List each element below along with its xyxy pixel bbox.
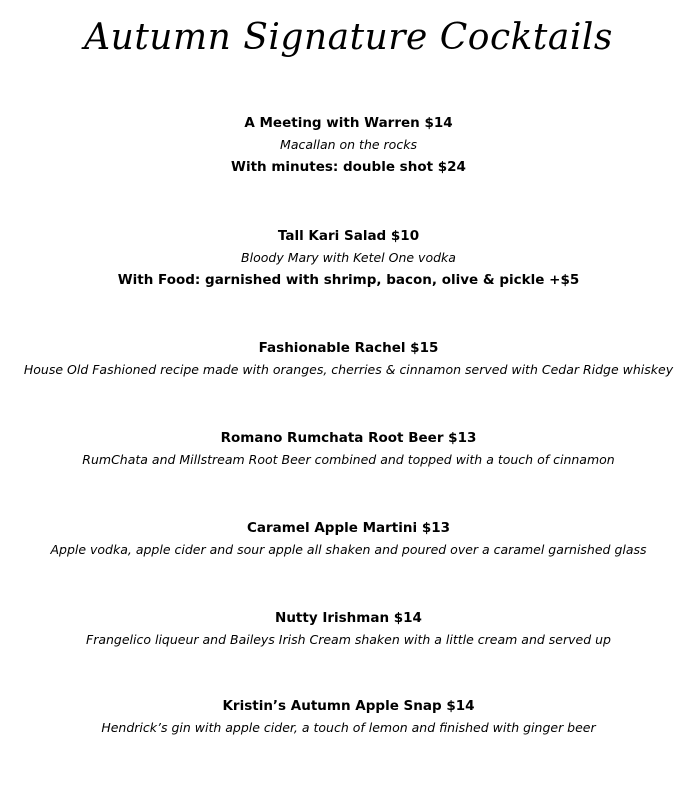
item-option: With minutes: double shot $24 [231,159,466,175]
menu-item-caramel-apple-martini [0,517,697,561]
item-name: Fashionable Rachel $15 [258,340,439,356]
item-description: Apple vodka, apple cider and sour apple all shaken and poured over a caramel garnished glass [50,542,647,557]
item-name: A Meeting with Warren $14 [244,115,453,131]
menu-item-romano-rumchata-root-beer [0,427,697,471]
menu-title: Autumn Signature Cocktails [84,17,613,58]
item-option: With Food: garnished with shrimp, bacon, olive & pickle +$5 [117,272,580,288]
item-name: Caramel Apple Martini $13 [247,520,450,536]
item-description: Bloody Mary with Ketel One vodka [241,250,456,265]
item-description: Hendrick’s gin with apple cider, a touch of lemon and finished with ginger beer [101,720,596,735]
menu-item-meeting-with-warren [0,112,697,178]
item-name: Tall Kari Salad $10 [277,228,420,244]
item-description: Macallan on the rocks [280,137,417,152]
item-description: RumChata and Millstream Root Beer combined and topped with a touch of cinnamon [82,452,615,467]
item-name: Nutty Irishman $14 [275,610,422,626]
menu-item-tall-kari-salad [0,225,697,291]
menu-item-fashionable-rachel [0,337,697,381]
menu-item-kristins-autumn-apple-snap [0,695,697,739]
item-description: House Old Fashioned recipe made with oranges, cherries & cinnamon served with Cedar Ridge whiskey [23,362,674,377]
item-description: Frangelico liqueur and Baileys Irish Cream shaken with a little cream and served up [86,632,611,647]
menu-item-nutty-irishman [0,607,697,651]
item-name: Romano Rumchata Root Beer $13 [220,430,477,446]
item-name: Kristin’s Autumn Apple Snap $14 [222,698,475,714]
